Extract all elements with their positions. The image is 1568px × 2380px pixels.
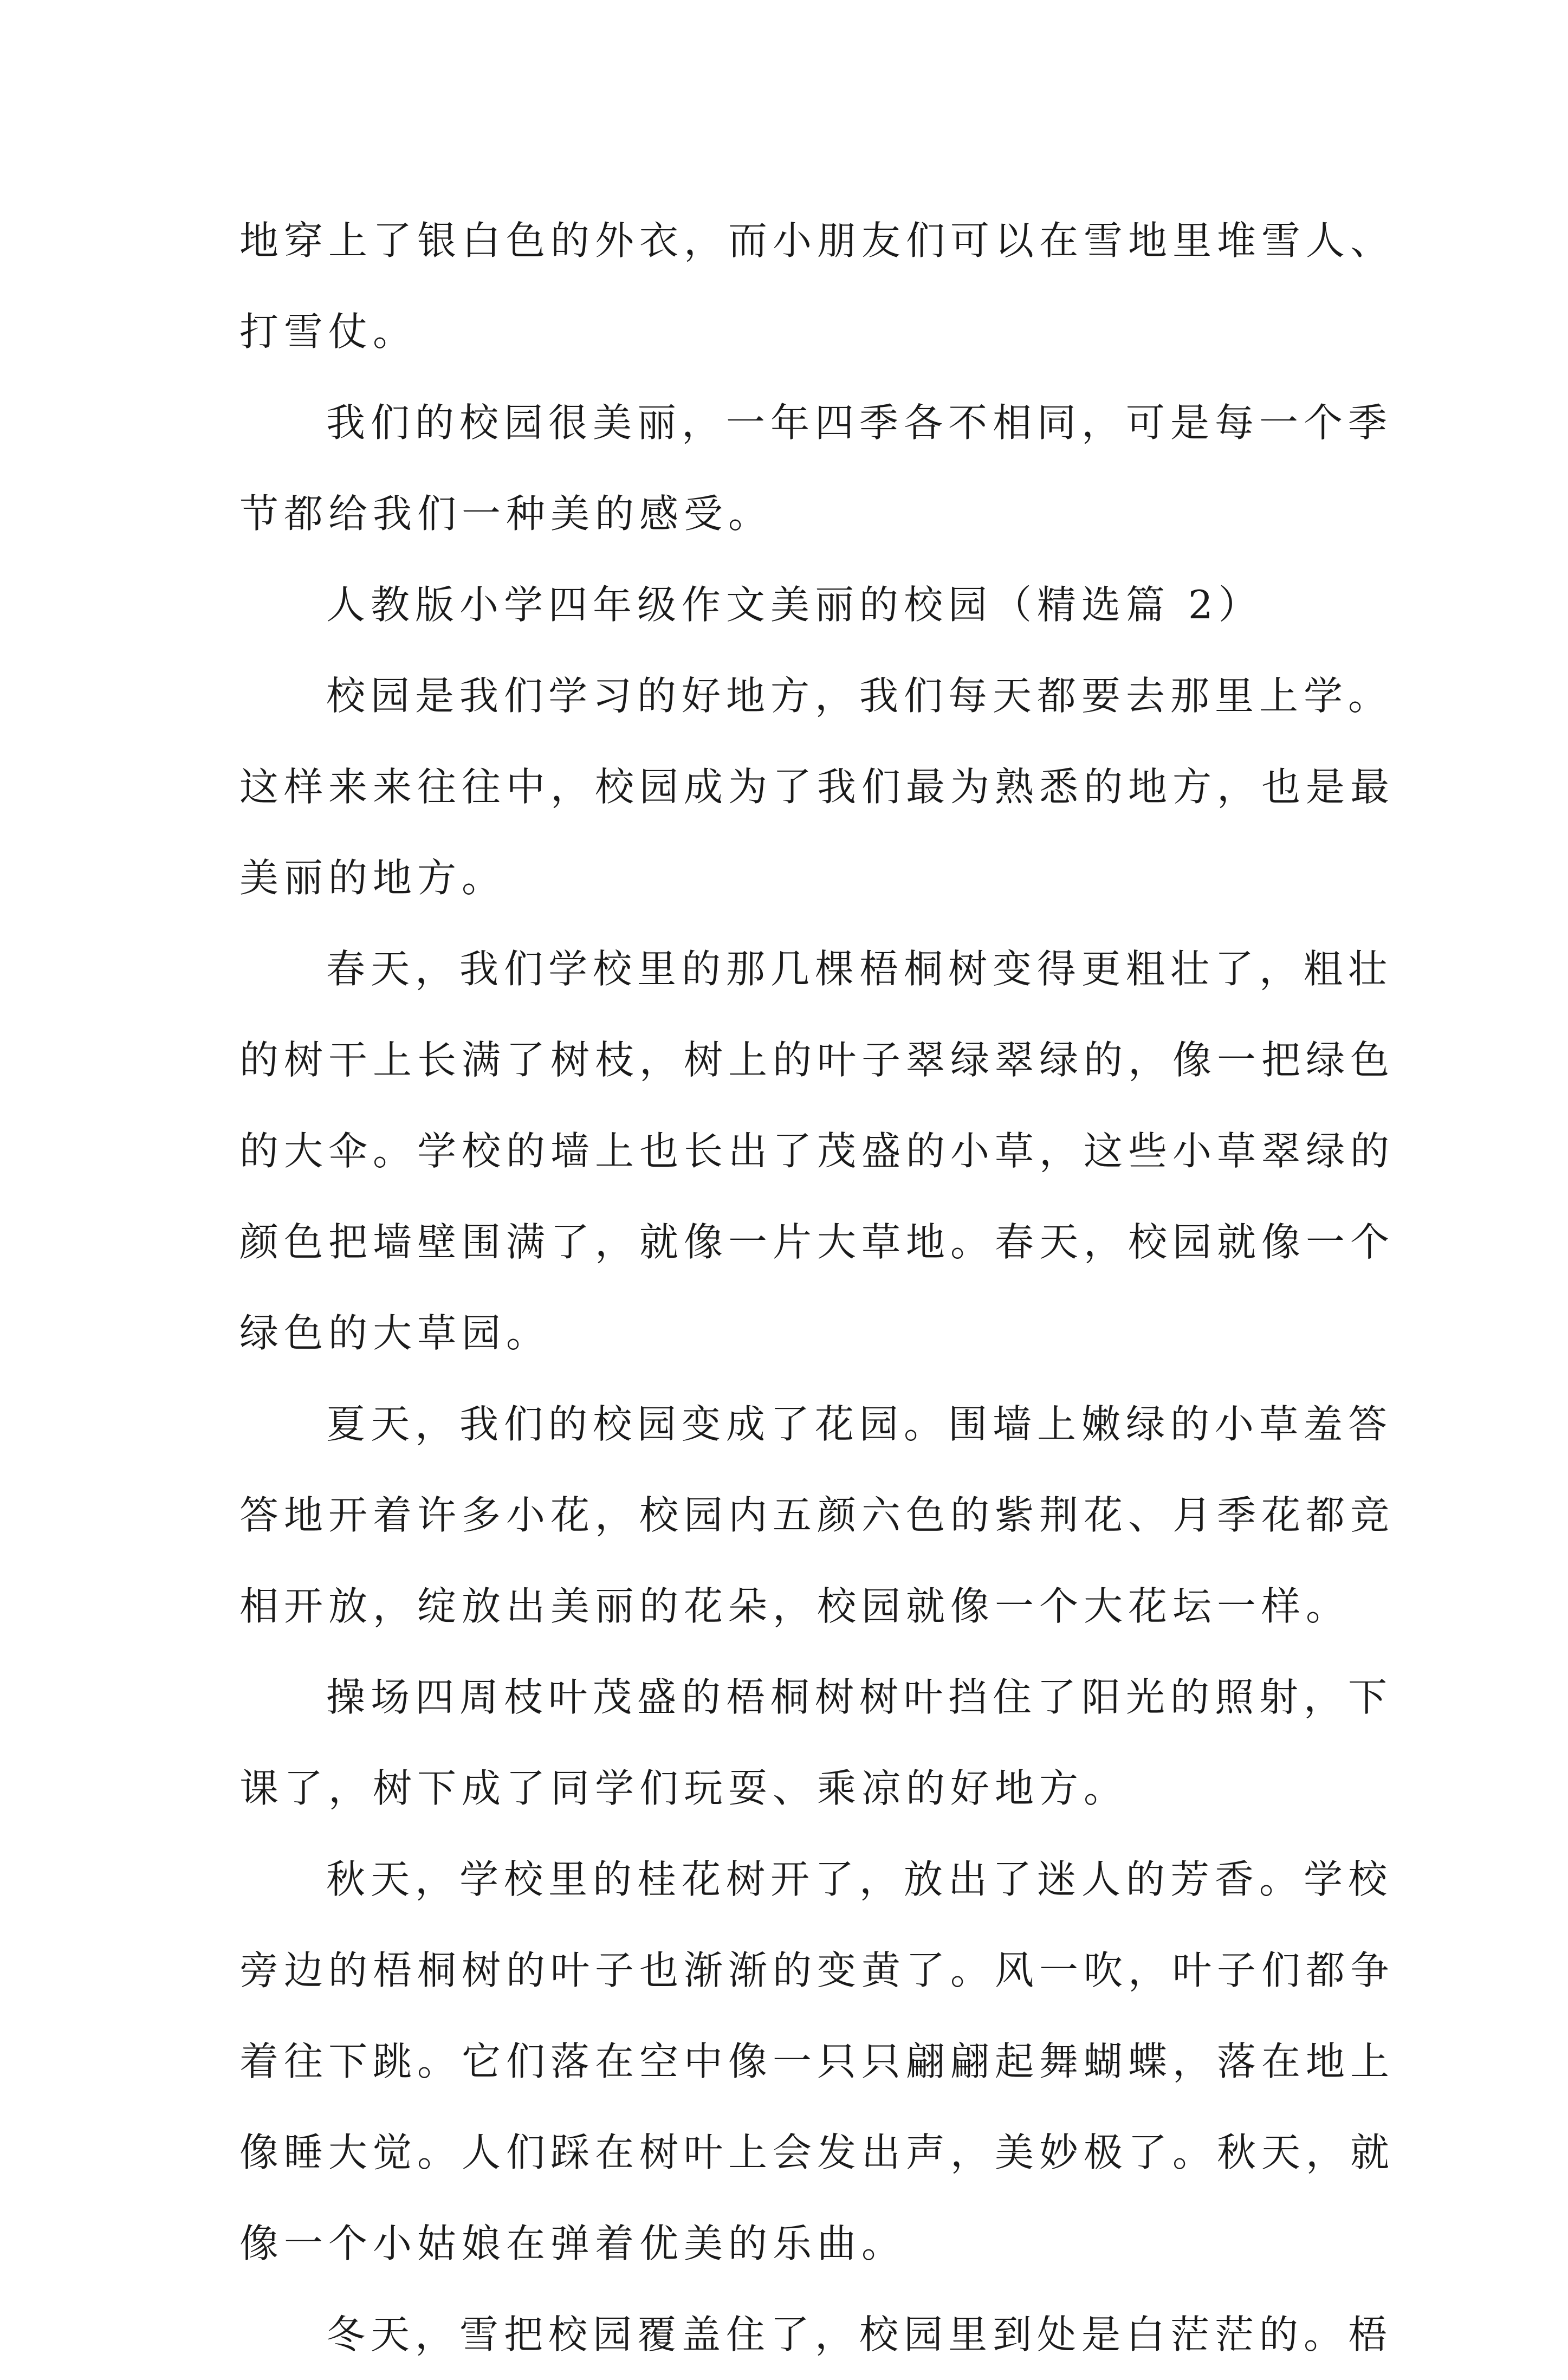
text-line: 夏天，我们的校园变成了花园。围墙上嫩绿的小草羞答 xyxy=(326,1401,1393,1447)
text-line: 绿色的大草园。 xyxy=(239,1310,551,1356)
text-line: 相开放，绽放出美丽的花朵，校园就像一个大花坛一样。 xyxy=(239,1583,1351,1629)
text-line: 地穿上了银白色的外衣，而小朋友们可以在雪地里堆雪人、 xyxy=(239,218,1395,263)
text-line: 节都给我们一种美的感受。 xyxy=(239,491,773,536)
text-line: 像睡大觉。人们踩在树叶上会发出声，美妙极了。秋天，就 xyxy=(239,2130,1395,2175)
text-line: 校园是我们学习的好地方，我们每天都要去那里上学。 xyxy=(326,673,1393,719)
text-line: 像一个小姑娘在弹着优美的乐曲。 xyxy=(239,2221,906,2266)
text-line: 操场四周枝叶茂盛的梧桐树树叶挡住了阳光的照射，下 xyxy=(326,1674,1393,1720)
text-line: 打雪仗。 xyxy=(239,309,418,354)
text-line: 春天，我们学校里的那几棵梧桐树变得更粗壮了，粗壮 xyxy=(326,946,1393,992)
section-heading: 人教版小学四年级作文美丽的校园（精选篇 2） xyxy=(326,582,1263,628)
text-line: 课了，树下成了同学们玩耍、乘凉的好地方。 xyxy=(239,1765,1129,1811)
text-line: 着往下跳。它们落在空中像一只只翩翩起舞蝴蝶，落在地上 xyxy=(239,2039,1395,2084)
body-text xyxy=(239,195,1395,2380)
text-line: 这样来来往往中，校园成为了我们最为熟悉的地方，也是最 xyxy=(239,764,1395,810)
text-line: 我们的校园很美丽，一年四季各不相同，可是每一个季 xyxy=(326,400,1393,445)
text-line: 秋天，学校里的桂花树开了，放出了迷人的芳香。学校 xyxy=(326,1857,1393,1902)
text-line: 颜色把墙壁围满了，就像一片大草地。春天，校园就像一个 xyxy=(239,1219,1395,1265)
text-line: 冬天，雪把校园覆盖住了，校园里到处是白茫茫的。梧 xyxy=(326,2312,1393,2357)
text-line: 旁边的梧桐树的叶子也渐渐的变黄了。风一吹，叶子们都争 xyxy=(239,1948,1395,1993)
text-line: 美丽的地方。 xyxy=(239,855,507,901)
text-line: 的树干上长满了树枝，树上的叶子翠绿翠绿的，像一把绿色 xyxy=(239,1037,1395,1083)
text-line: 的大伞。学校的墙上也长出了茂盛的小草，这些小草翠绿的 xyxy=(239,1128,1395,1174)
text-line: 答地开着许多小花，校园内五颜六色的紫荆花、月季花都竞 xyxy=(239,1492,1395,1538)
